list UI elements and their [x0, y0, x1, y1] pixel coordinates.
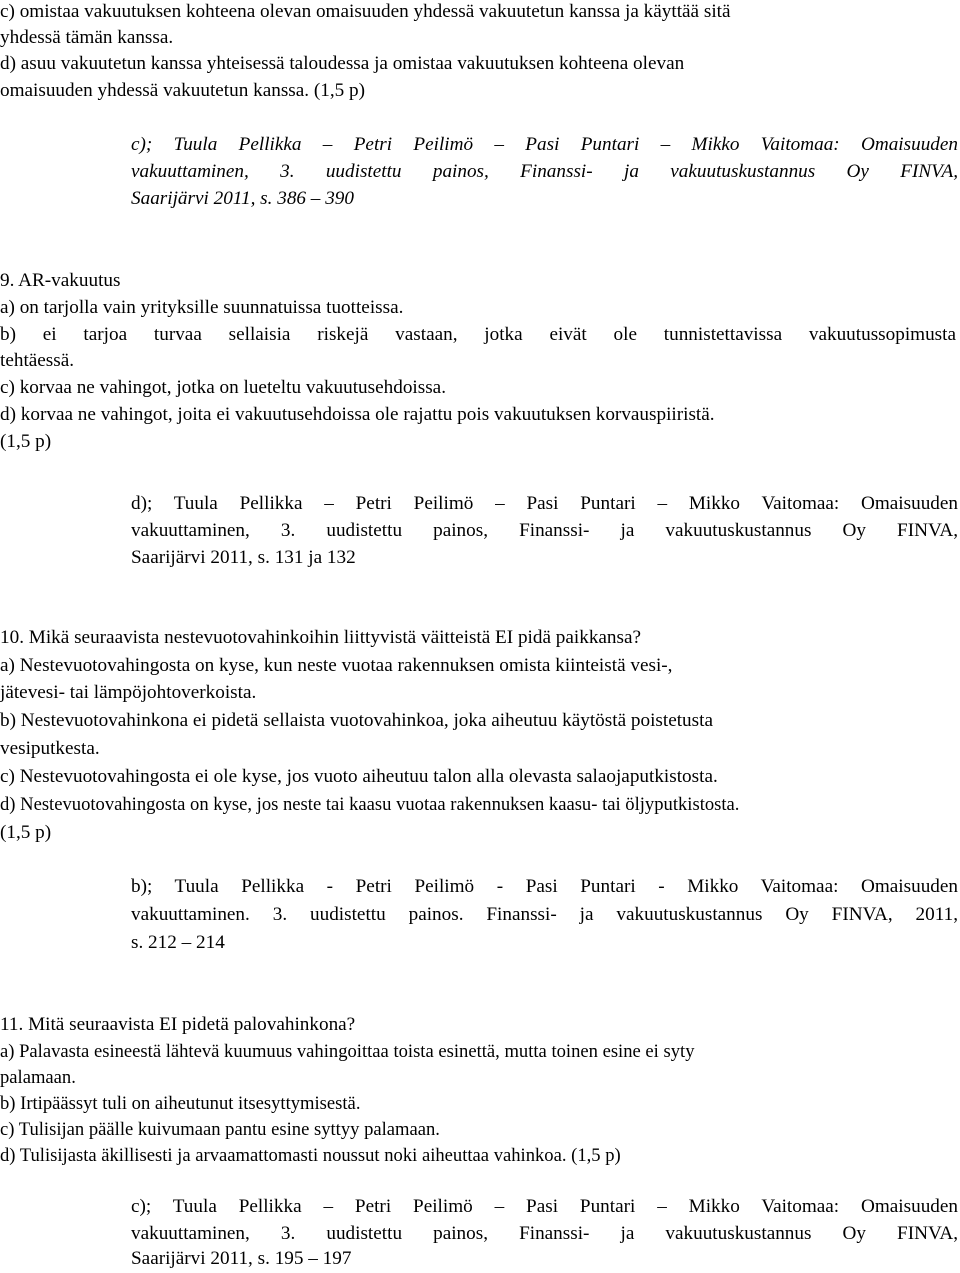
answer11-line2: vakuuttaminen, 3. uudistettu painos, Finanssi- ja vakuutuskustannus Oy FINVA, — [131, 1223, 958, 1244]
q9-points: (1,5 p) — [0, 431, 52, 452]
q10-option-c: c) Nestevuotovahingosta ei ole kyse, jos vuoto aiheutuu talon alla olevasta salaojaputkistosta. — [0, 766, 718, 787]
intro-option-d-line2: omaisuuden yhdessä vakuutetun kanssa. (1,5 p) — [0, 80, 366, 101]
q9-option-b-line1: b) ei tarjoa turvaa sellaisia riskejä vastaan, jotka eivät ole tunnistettavissa vakuutussopimusta — [0, 324, 956, 345]
q10-option-a-line2: jätevesi- tai lämpöjohtoverkoista. — [0, 682, 257, 703]
answer8-line2: vakuuttaminen, 3. uudistettu painos, Finanssi- ja vakuutuskustannus Oy FINVA, — [131, 161, 958, 182]
intro-option-c-line1: c) omistaa vakuutuksen kohteena olevan omaisuuden yhdessä vakuutetun kanssa ja käyttää sitä — [0, 1, 731, 22]
q9-option-c: c) korvaa ne vahingot, jotka on lueteltu vakuutusehdoissa. — [0, 377, 446, 398]
answer10-line3: s. 212 – 214 — [131, 932, 225, 953]
q10-option-a-line1: a) Nestevuotovahingosta on kyse, kun neste vuotaa rakennuksen omista kiinteistä vesi-, — [0, 655, 673, 676]
answer9-line1: d); Tuula Pellikka – Petri Peilimö – Pasi Puntari – Mikko Vaitomaa: Omaisuuden — [131, 493, 958, 514]
q9-option-a: a) on tarjolla vain yrityksille suunnatuissa tuotteissa. — [0, 297, 404, 318]
intro-option-c-line2: yhdessä tämän kanssa. — [0, 27, 174, 48]
intro-option-d-line1: d) asuu vakuutetun kanssa yhteisessä taloudessa ja omistaa vakuutuksen kohteena olevan — [0, 53, 685, 74]
q11-option-a-line2: palamaan. — [0, 1067, 76, 1088]
q9-title: 9. AR-vakuutus — [0, 270, 121, 291]
answer8-line1: c); Tuula Pellikka – Petri Peilimö – Pasi Puntari – Mikko Vaitomaa: Omaisuuden — [131, 134, 958, 155]
q11-option-c: c) Tulisijan päälle kuivumaan pantu esine syttyy palamaan. — [0, 1119, 440, 1140]
q9-option-d: d) korvaa ne vahingot, joita ei vakuutusehdoissa ole rajattu pois vakuutuksen korvauspiiristä. — [0, 404, 715, 425]
q11-title: 11. Mitä seuraavista EI pidetä palovahinkona? — [0, 1014, 356, 1035]
q10-option-b-line1: b) Nestevuotovahinkona ei pidetä sellaista vuotovahinkoa, joka aiheutuu käytöstä poistetusta — [0, 710, 713, 731]
answer8-line3: Saarijärvi 2011, s. 386 – 390 — [131, 188, 354, 209]
q11-option-b: b) Irtipäässyt tuli on aiheutunut itsesyttymisestä. — [0, 1093, 361, 1114]
q10-points: (1,5 p) — [0, 822, 52, 843]
answer10-line1: b); Tuula Pellikka - Petri Peilimö - Pasi Puntari - Mikko Vaitomaa: Omaisuuden — [131, 876, 958, 897]
q9-option-b-line2: tehtäessä. — [0, 350, 75, 371]
answer9-line3: Saarijärvi 2011, s. 131 ja 132 — [131, 547, 356, 568]
q11-option-d: d) Tulisijasta äkillisesti ja arvaamattomasti noussut noki aiheuttaa vahinkoa. (1,5 p) — [0, 1145, 621, 1166]
q10-title: 10. Mikä seuraavista nestevuotovahinkoihin liittyvistä väitteistä EI pidä paikkansa? — [0, 627, 642, 648]
answer11-line3: Saarijärvi 2011, s. 195 – 197 — [131, 1248, 352, 1269]
q10-option-b-line2: vesiputkesta. — [0, 738, 100, 759]
answer9-line2: vakuuttaminen, 3. uudistettu painos, Finanssi- ja vakuutuskustannus Oy FINVA, — [131, 520, 958, 541]
answer10-line2: vakuuttaminen. 3. uudistettu painos. Finanssi- ja vakuutuskustannus Oy FINVA, 2011, — [131, 904, 958, 925]
answer11-line1: c); Tuula Pellikka – Petri Peilimö – Pasi Puntari – Mikko Vaitomaa: Omaisuuden — [131, 1196, 958, 1217]
q11-option-a-line1: a) Palavasta esineestä lähtevä kuumuus vahingoittaa toista esinettä, mutta toinen esine ei syty — [0, 1041, 695, 1062]
q10-option-d: d) Nestevuotovahingosta on kyse, jos neste tai kaasu vuotaa rakennuksen kaasu- tai öljyputkistosta. — [0, 794, 740, 815]
